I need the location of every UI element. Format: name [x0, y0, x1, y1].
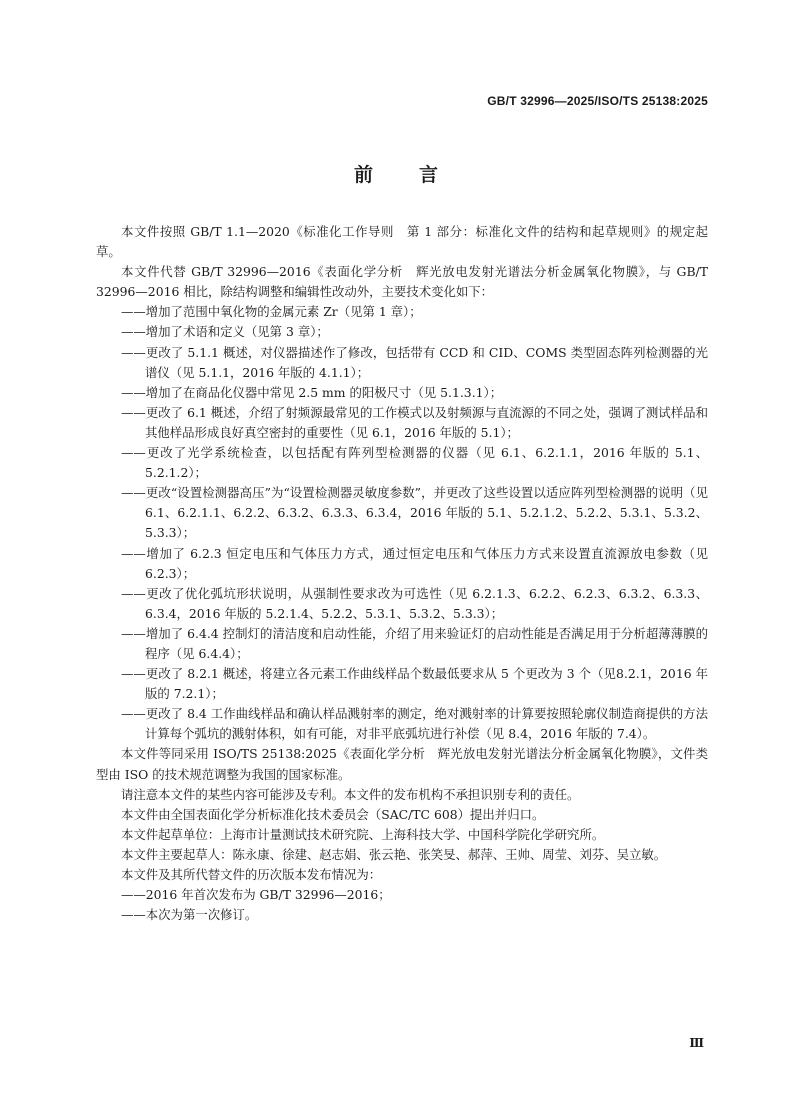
change-item: ——更改了 6.1 概述，介绍了射频源最常见的工作模式以及射频源与直流源的不同之处，强调了测试样品和其他样品形成良好真空密封的重要性（见 6.1，2016 年版的 5.1）； — [121, 404, 708, 440]
history-item: ——本次为第一次修订。 — [121, 907, 258, 923]
change-item: ——增加了在商品化仪器中常见 2.5 mm 的阳极尺寸（见 5.1.3.1）； — [121, 384, 503, 400]
change-item: ——增加了 6.2.3 恒定电压和气体压力方式，通过恒定电压和气体压力方式来设置直流源放电参数（见 6.2.3）； — [121, 545, 708, 581]
change-item: ——增加了术语和定义（见第 3 章）； — [121, 324, 329, 340]
page-title: 前言 — [353, 164, 484, 186]
change-item: ——更改了光学系统检查，以包括配有阵列型检测器的仪器（见 6.1、6.2.1.1，2016 年版的 5.1、5.2.1.2）； — [121, 445, 708, 481]
change-item: ——更改了 8.4 工作曲线样品和确认样品溅射率的测定，绝对溅射率的计算要按照轮廓仪制造商提供的方法计算每个弧坑的溅射体积，如有可能，对非平底弧坑进行补偿（见 8.4，2016 年版的 7.4）。 — [121, 706, 708, 742]
closing-paragraph: 本文件及其所代替文件的历次版本发布情况为： — [121, 867, 382, 882]
closing-paragraph: 本文件起草单位：上海市计量测试技术研究院、上海科技大学、中国科学院化学研究所。 — [121, 826, 605, 842]
change-item: ——增加了 6.4.4 控制灯的清洁度和启动性能，介绍了用来验证灯的启动性能是否满足用于分析超薄薄膜的程序（见 6.4.4）； — [121, 625, 708, 661]
change-item: ——更改了优化弧坑形状说明，从强制性要求改为可选性（见 6.2.1.3、6.2.2、6.2.3、6.3.2、6.3.3、6.3.4，2016 年版的 5.2.1.4、5.2.2、5.3.1、5.3.2、5.3.3）； — [121, 585, 708, 621]
page-number: Ⅲ — [689, 1036, 704, 1050]
history-item: ——2016 年首次发布为 GB/T 32996—2016； — [121, 887, 391, 903]
intro-paragraph: 本文件按照 GB/T 1.1—2020《标准化工作导则 第 1 部分：标准化文件的结构和起草规则》的规定起草。 — [96, 224, 708, 260]
closing-paragraph: 本文件由全国表面化学分析标准化技术委员会（SAC/TC 608）提出并归口。 — [121, 806, 545, 822]
closing-paragraph: 本文件主要起草人：陈永康、徐建、赵志娟、张云艳、张笑旻、郝萍、王帅、周莹、刘芬、吴立敏。 — [121, 846, 667, 862]
intro-paragraph: 本文件代替 GB/T 32996—2016《表面化学分析 辉光放电发射光谱法分析金属氧化物膜》，与 GB/T 32996—2016 相比，除结构调整和编辑性改动外，主要技术变化如下： — [96, 264, 708, 300]
foreword-body — [96, 222, 708, 925]
closing-paragraph: 本文件等同采用 ISO/TS 25138:2025《表面化学分析 辉光放电发射光谱法分析金属氧化物膜》，文件类型由 ISO 的技术规范调整为我国的国家标准。 — [96, 746, 708, 782]
change-item: ——更改了 8.2.1 概述，将建立各元素工作曲线样品个数最低要求从 5 个更改为 3 个（见8.2.1，2016 年版的 7.2.1）； — [121, 666, 708, 702]
change-item: ——增加了范围中氧化物的金属元素 Zr（见第 1 章）； — [121, 304, 422, 320]
change-item: ——更改了 5.1.1 概述，对仪器描述作了修改，包括带有 CCD 和 CID、COMS 类型固态阵列检测器的光谱仪（见 5.1.1，2016 年版的 4.1.1）； — [121, 344, 708, 380]
standard-number-header: GB/T 32996—2025/ISO/TS 25138:2025 — [487, 94, 708, 108]
change-item: ——更改“设置检测器高压”为“设置检测器灵敏度参数”，并更改了这些设置以适应阵列型检测器的说明（见 6.1、6.2.1.1、6.2.2、6.3.2、6.3.3、6.3.4，2016 年版的 5.1、5.2.1.2、5.2.2、5.3.1、5.3.2、5.3.3）； — [121, 485, 708, 541]
closing-paragraph: 请注意本文件的某些内容可能涉及专利。本文件的发布机构不承担识别专利的责任。 — [121, 786, 580, 802]
